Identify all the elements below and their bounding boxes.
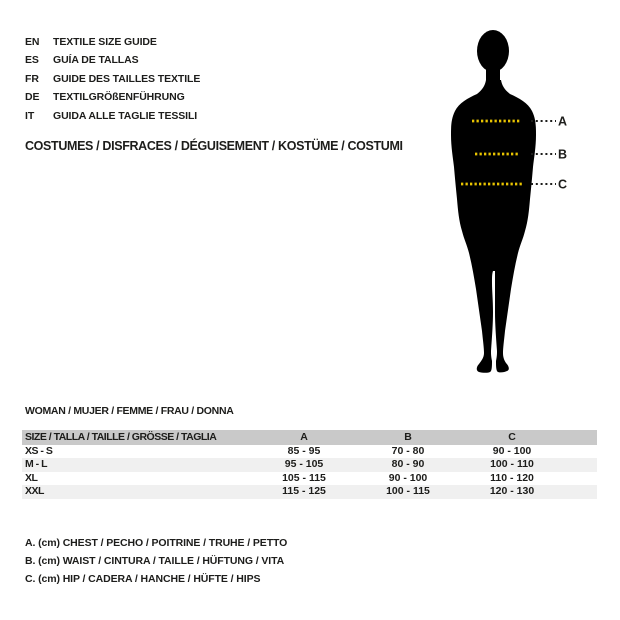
size-cell: XXL	[25, 485, 44, 498]
lang-label: TEXTILE SIZE GUIDE	[53, 36, 157, 48]
language-guide-list	[25, 33, 200, 125]
marker-label-a: A	[558, 114, 568, 129]
silhouette-body	[451, 80, 536, 373]
size-cell: XL	[25, 471, 38, 484]
lang-code: DE	[25, 91, 40, 104]
marker-label-c: C	[558, 177, 568, 192]
note-hip: C. (cm) HIP / CADERA / HANCHE / HÜFTE / HIPS	[25, 573, 261, 586]
size-cell: M - L	[25, 458, 47, 471]
lang-code: FR	[25, 72, 39, 85]
measurement-notes	[25, 534, 287, 589]
waist-cell: 70 - 80	[391, 444, 425, 457]
table-row	[22, 485, 597, 499]
waist-cell: 80 - 90	[391, 458, 425, 471]
hip-cell: 120 - 130	[489, 485, 535, 498]
waist-cell: 100 - 115	[386, 485, 430, 498]
size-column-header: SIZE / TALLA / TAILLE / GRÖSSE / TAGLIA	[22, 430, 252, 445]
lang-row-fr	[25, 70, 200, 88]
lang-label: GUIDA ALLE TAGLIE TESSILI	[53, 109, 198, 122]
woman-silhouette	[451, 30, 536, 373]
lang-row-it	[25, 107, 200, 125]
chest-cell: 95 - 105	[284, 458, 324, 471]
table-title: WOMAN / MUJER / FEMME / FRAU / DONNA	[25, 405, 234, 417]
hip-cell: 110 - 120	[490, 471, 534, 484]
lang-row-es	[25, 51, 200, 69]
lang-label: TEXTILGRÖßENFÜHRUNG	[53, 91, 185, 104]
lang-code: ES	[25, 54, 39, 67]
lang-code: EN	[25, 36, 40, 48]
table-row	[22, 458, 597, 472]
column-header-filler	[564, 430, 597, 445]
silhouette-svg	[445, 25, 575, 380]
chest-cell: 85 - 95	[287, 444, 321, 457]
column-header-c: C	[460, 430, 564, 445]
marker-label-b: B	[558, 147, 568, 162]
size-table	[22, 430, 597, 499]
column-header-a: A	[252, 430, 356, 445]
lang-code: IT	[25, 109, 35, 122]
chest-cell: 105 - 115	[282, 471, 326, 484]
lang-row-en	[25, 33, 200, 51]
table-row	[22, 445, 597, 459]
waist-cell: 90 - 100	[388, 471, 428, 484]
lang-label: GUIDE DES TAILLES TEXTILE	[53, 72, 201, 85]
note-waist: B. (cm) WAIST / CINTURA / TAILLE / HÜFTUNG / VITA	[25, 555, 285, 568]
size-cell: XS - S	[25, 444, 53, 457]
chest-cell: 115 - 125	[282, 485, 326, 498]
lang-label: GUÍA DE TALLAS	[53, 54, 139, 67]
hip-cell: 90 - 100	[492, 444, 532, 457]
size-table-header-row	[22, 430, 597, 445]
category-header: COSTUMES / DISFRACES / DÉGUISEMENT / KOSTÜME / COSTUMI	[25, 139, 403, 153]
woman-silhouette-figure	[445, 25, 575, 380]
table-row	[22, 472, 597, 486]
hip-cell: 100 - 110	[490, 458, 534, 471]
column-header-b: B	[356, 430, 460, 445]
lang-row-de	[25, 88, 200, 106]
note-chest: A. (cm) CHEST / PECHO / POITRINE / TRUHE / PETTO	[25, 537, 288, 549]
